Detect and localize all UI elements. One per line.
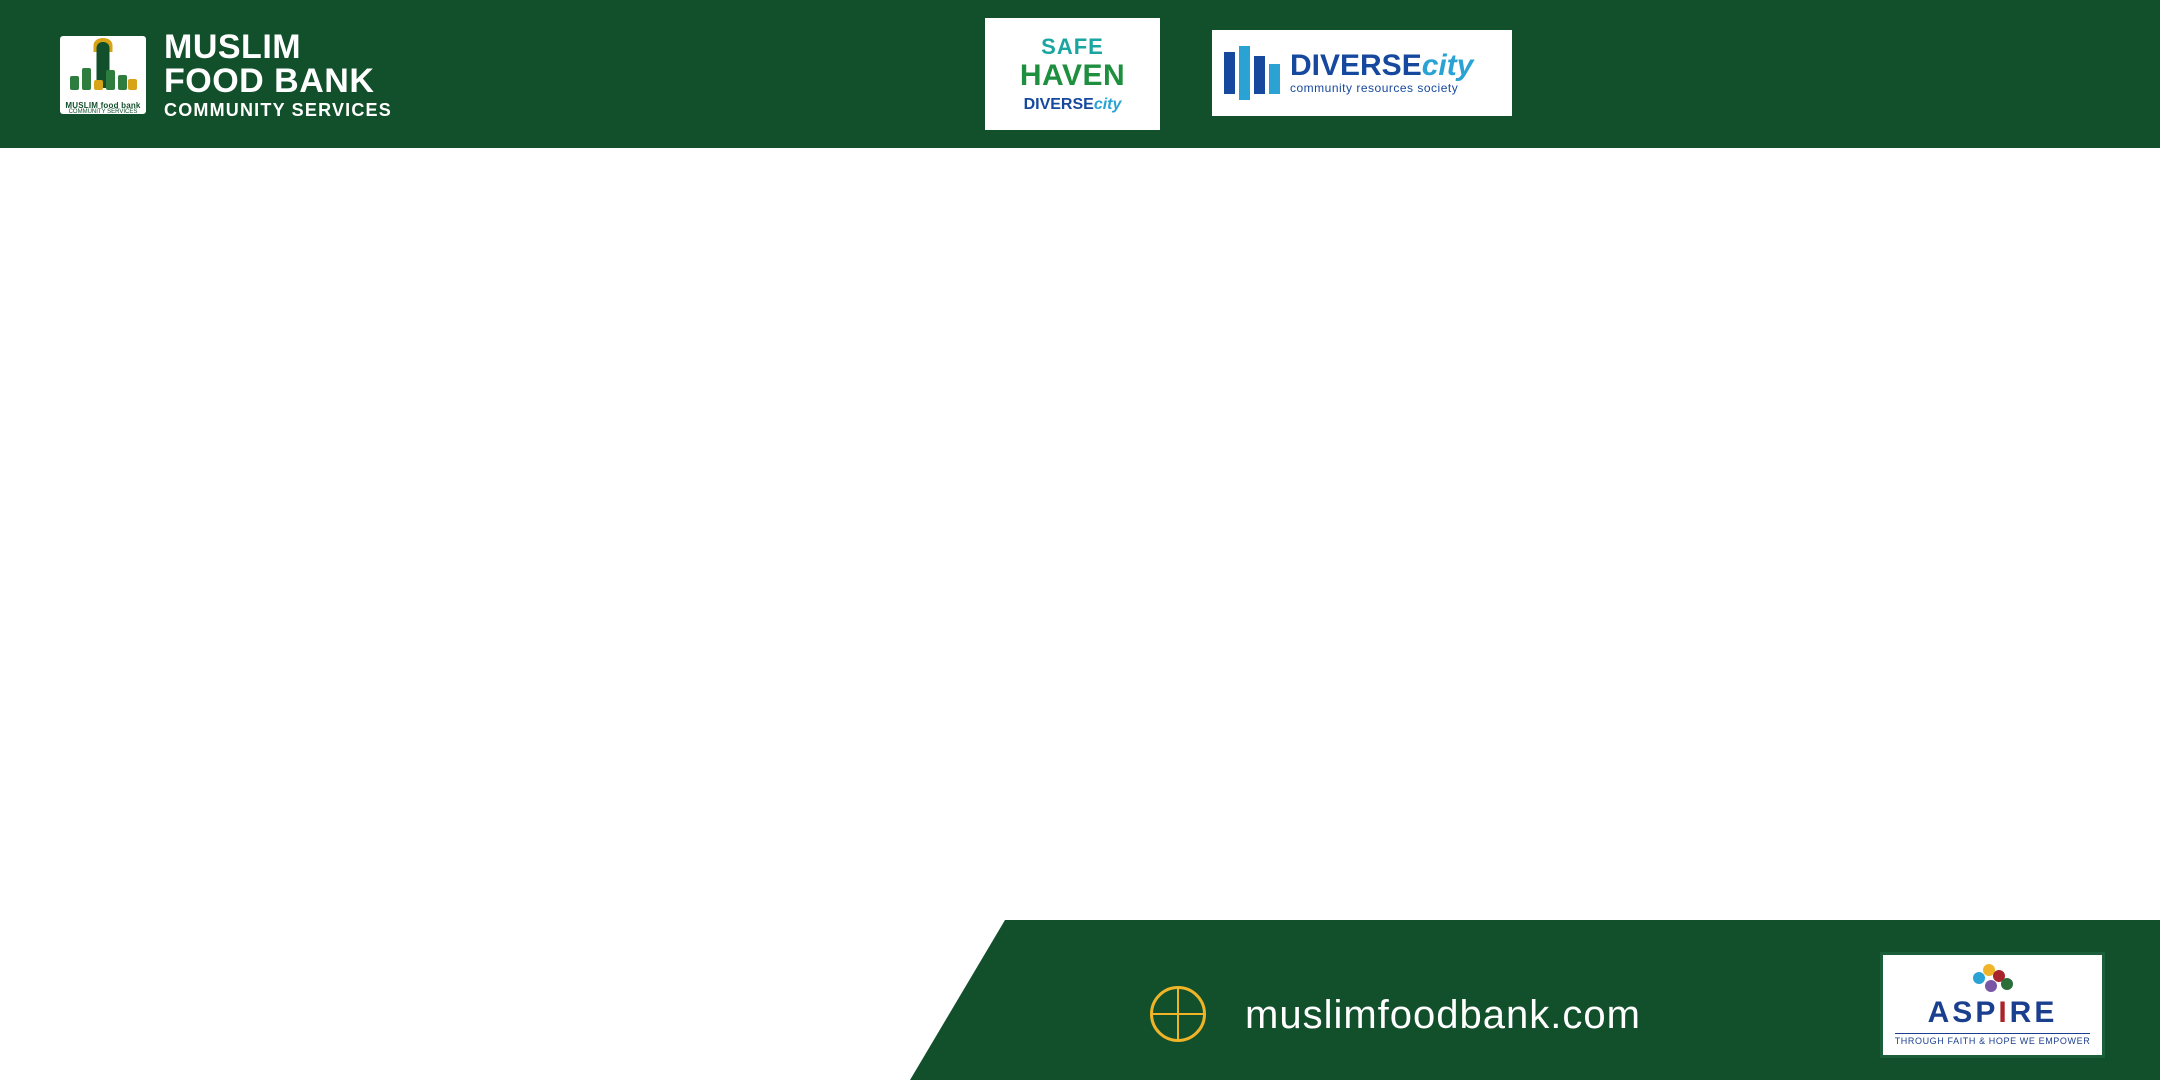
header-bar — [0, 0, 2160, 148]
aspire-word-a: ASP — [1927, 996, 1999, 1029]
website-url[interactable]: muslimfoodbank.com — [1245, 993, 1641, 1037]
aspire-icon — [1973, 964, 2013, 994]
safe-haven-line-2: HAVEN — [1019, 58, 1126, 92]
safe-haven-brand-a: DIVERSE — [1023, 96, 1094, 114]
diversecity-tagline: community resources society — [1290, 81, 1459, 95]
muslim-food-bank-logo — [60, 30, 392, 119]
logo-mark-word: MUSLIM food bank — [65, 100, 141, 110]
aspire-word-b: I — [1998, 996, 2010, 1029]
diversecity-icon — [1224, 46, 1280, 100]
diversecity-brand-b: city — [1421, 49, 1474, 82]
safe-haven-logo — [985, 18, 1160, 130]
logo-line-1: MUSLIM — [164, 28, 302, 66]
globe-icon — [1150, 986, 1206, 1042]
muslim-food-bank-icon — [60, 36, 146, 114]
safe-haven-brand — [1024, 96, 1122, 114]
safe-haven-line-1: SAFE — [1041, 33, 1104, 59]
aspire-word-c: RE — [2009, 996, 2058, 1029]
aspire-tagline: THROUGH FAITH & HOPE WE EMPOWER — [1895, 1033, 2091, 1046]
logo-mark-sub: COMMUNITY SERVICES — [68, 108, 138, 114]
diversecity-brand-a: DIVERSE — [1290, 49, 1422, 82]
logo-line-3: COMMUNITY SERVICES — [164, 100, 392, 120]
logo-line-2: FOOD BANK — [164, 62, 375, 100]
safe-haven-brand-b: city — [1093, 96, 1122, 114]
diversecity-logo — [1212, 30, 1512, 116]
aspire-logo — [1880, 952, 2105, 1058]
